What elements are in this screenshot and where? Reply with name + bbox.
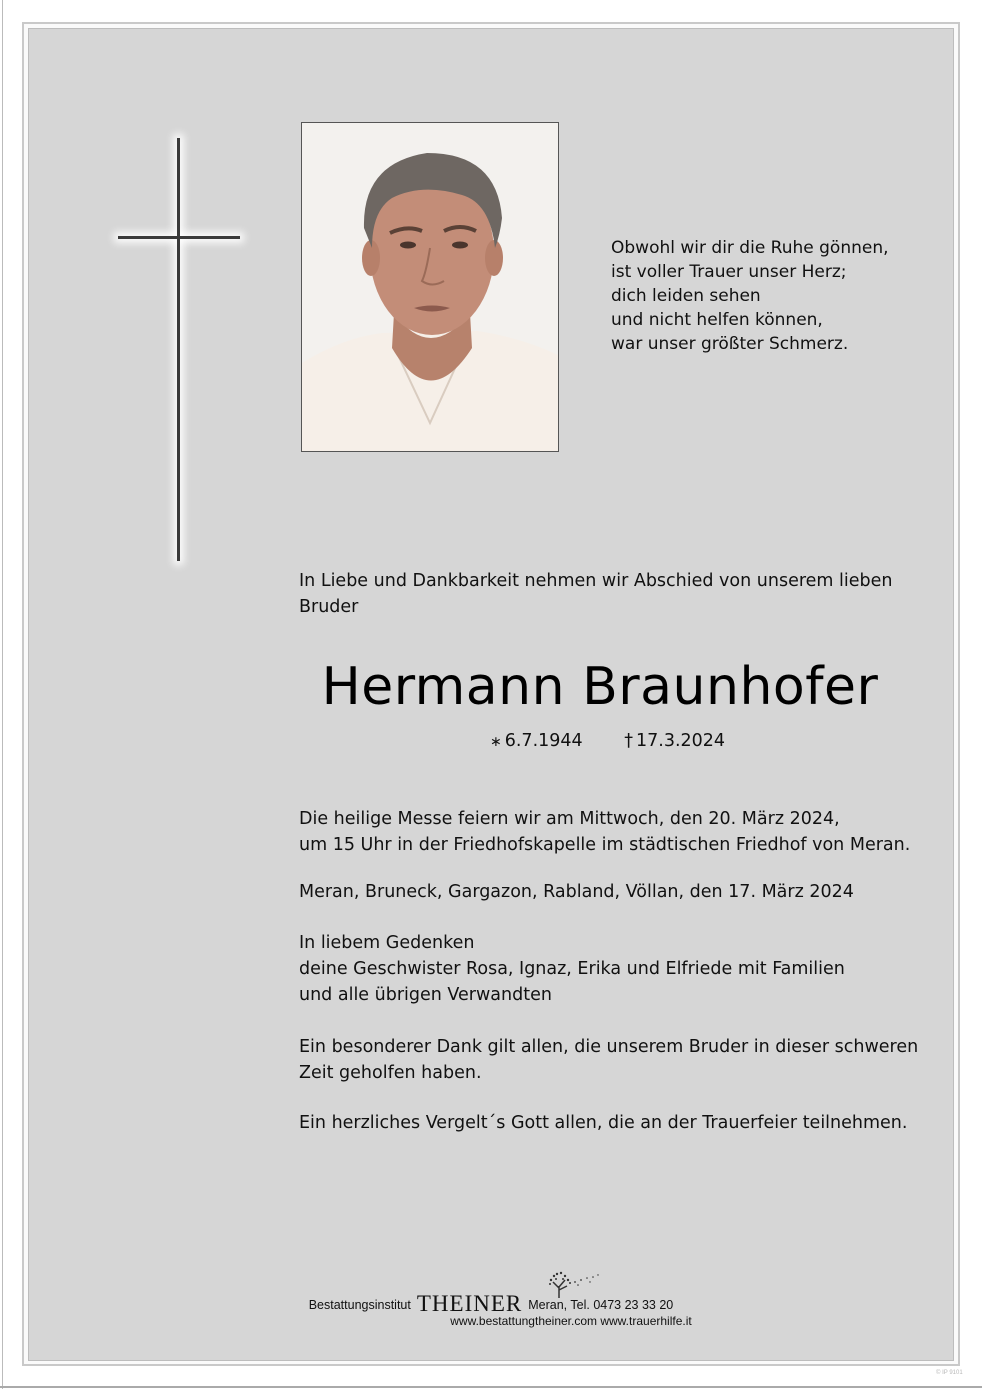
mass-announcement (299, 806, 919, 858)
death-cross-icon: † (624, 731, 633, 751)
page-edge-bottom (0, 1386, 982, 1388)
intro-line: In Liebe und Dankbarkeit nehmen wir Abschied von unserem lieben (299, 571, 893, 591)
poem (611, 236, 941, 356)
family-mourners (299, 930, 919, 1008)
mass-line: Die heilige Messe feiern wir am Mittwoch, den 20. März 2024, (299, 809, 840, 829)
birth (490, 731, 601, 751)
poem-line: und nicht helfen können, (611, 310, 823, 330)
funeral-home-brand: THEINER (416, 1291, 523, 1316)
intro-text (299, 568, 919, 620)
funeral-home-prefix: Bestattungsinstitut (308, 1298, 411, 1312)
poem-line: Obwohl wir dir die Ruhe gönnen, (611, 238, 889, 258)
portrait-photo (301, 122, 559, 452)
family-line: deine Geschwister Rosa, Ignaz, Erika und Elfriede mit Familien (299, 959, 845, 979)
corner-mark: © IP 9101 (936, 1370, 963, 1376)
closing-line: Ein herzliches Vergelt´s Gott allen, die an der Trauerfeier teilnehmen. (299, 1113, 908, 1133)
death (624, 731, 743, 751)
funeral-home-contact: Meran, Tel. 0473 23 33 20 (528, 1298, 674, 1312)
intro-line: Bruder (299, 597, 359, 617)
place-date-line: Meran, Bruneck, Gargazon, Rabland, Völlan, den 17. März 2024 (299, 882, 854, 902)
place-and-date (299, 879, 919, 905)
thanks-line: Ein besonderer Dank gilt allen, die unserem Bruder in dieser schweren (299, 1037, 919, 1057)
family-line: und alle übrigen Verwandten (299, 985, 552, 1005)
closing-text (299, 1110, 919, 1136)
family-line: In liebem Gedenken (299, 933, 475, 953)
thanks-line: Zeit geholfen haben. (299, 1063, 482, 1083)
funeral-home-websites: www.bestattungtheiner.com www.trauerhilfe.it (450, 1314, 692, 1328)
poem-line: ist voller Trauer unser Herz; (611, 262, 847, 282)
thanks-text (299, 1034, 919, 1086)
death-date: 17.3.2024 (636, 731, 726, 751)
deceased-name: Hermann Braunhofer (321, 657, 879, 717)
poem-line: war unser größter Schmerz. (611, 334, 849, 354)
birth-star-icon: ∗ (490, 734, 502, 750)
cross-icon (177, 138, 180, 561)
mass-line: um 15 Uhr in der Friedhofskapelle im städtischen Friedhof von Meran. (299, 835, 911, 855)
birth-date: 6.7.1944 (504, 731, 583, 751)
poem-line: dich leiden sehen (611, 286, 761, 306)
life-dates (490, 731, 761, 751)
